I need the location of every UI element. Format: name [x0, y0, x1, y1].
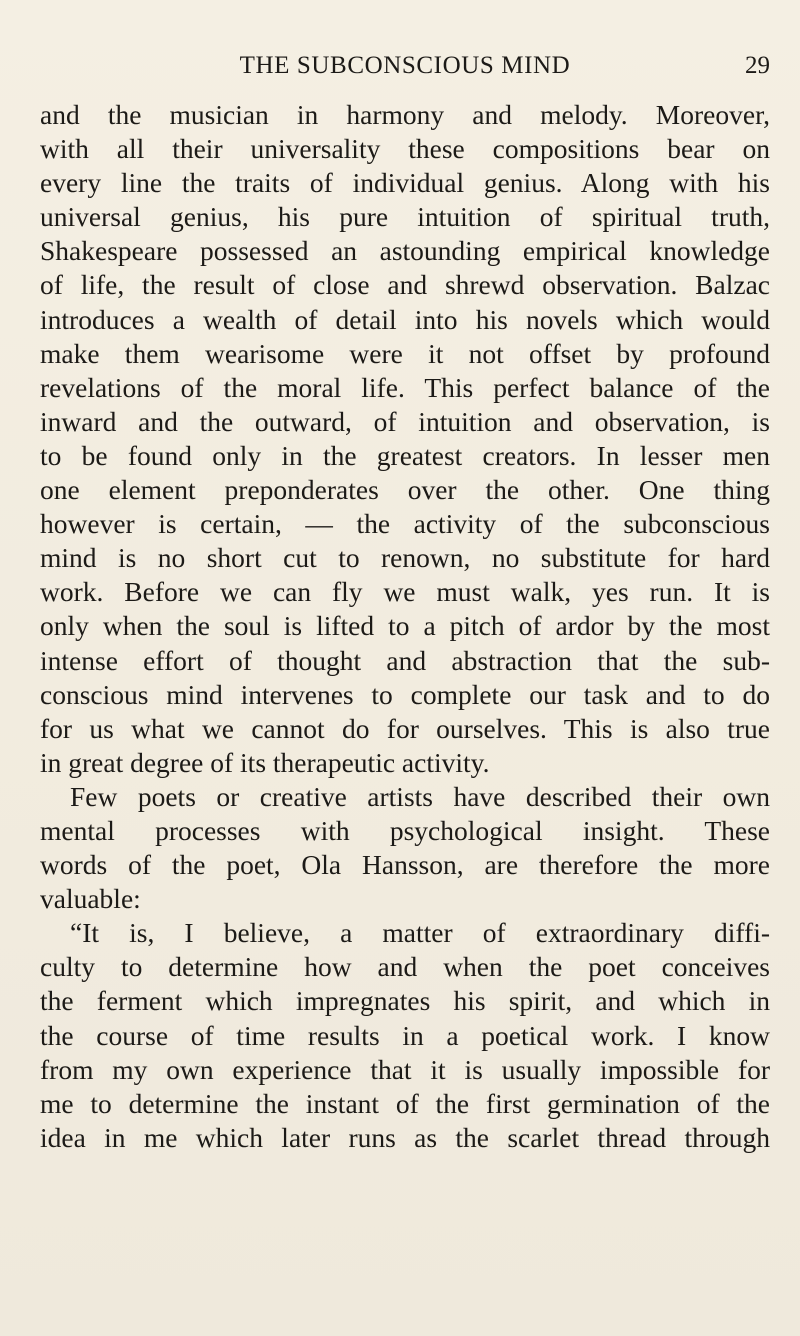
text-line: the ferment which impregnates his spirit, and which in — [40, 985, 770, 1017]
text-line: Shakespeare possessed an astounding empirical knowledge — [40, 235, 770, 267]
text-line: with all their universality these compositions bear on — [40, 133, 770, 165]
text-line: words of the poet, Ola Hansson, are therefore the more — [40, 849, 770, 881]
text-line: culty to determine how and when the poet conceives — [40, 951, 770, 983]
text-line: “It is, I believe, a matter of extraordinary diffi- — [70, 917, 770, 949]
text-line: the course of time results in a poetical work. I know — [40, 1019, 770, 1051]
text-line: universal genius, his pure intuition of spiritual truth, — [40, 201, 770, 233]
text-line: from my own experience that it is usually impossible for — [40, 1053, 770, 1085]
text-line: of life, the result of close and shrewd observation. Balzac — [40, 269, 770, 301]
text-line: make them wearisome were it not offset by profound — [40, 337, 770, 369]
text-line: and the musician in harmony and melody. Moreover, — [40, 99, 770, 130]
text-line: only when the soul is lifted to a pitch of ardor by the most — [40, 610, 770, 642]
text-line: valuable: — [40, 883, 141, 915]
text-line: for us what we cannot do for ourselves. This is also true — [40, 712, 770, 744]
text-line: one element preponderates over the other. One thing — [40, 474, 770, 506]
text-line: to be found only in the greatest creators. In lesser men — [40, 439, 770, 471]
text-line: me to determine the instant of the first germination of the — [40, 1087, 770, 1119]
text-line: mental processes with psychological insight. These — [40, 814, 770, 846]
text-line: mind is no short cut to renown, no substitute for hard — [40, 542, 770, 574]
text-line: idea in me which later runs as the scarlet thread through — [40, 1121, 770, 1153]
text-line: revelations of the moral life. This perfect balance of the — [40, 371, 770, 403]
text-line: introduces a wealth of detail into his novels which would — [40, 303, 770, 335]
text-line: intense effort of thought and abstraction that the sub- — [40, 644, 770, 676]
body-text — [40, 98, 770, 1155]
text-line: in great degree of its therapeutic activity. — [40, 746, 490, 778]
running-title: THE SUBCONSCIOUS MIND — [239, 52, 571, 79]
text-line: Few poets or creative artists have described their own — [70, 780, 770, 812]
text-line: however is certain, — the activity of the subconscious — [40, 508, 770, 540]
text-line: inward and the outward, of intuition and observation, is — [40, 405, 770, 437]
text-line: work. Before we can fly we must walk, yes run. It is — [40, 576, 770, 608]
page-number: 29 — [745, 52, 770, 79]
running-head — [40, 48, 770, 84]
text-line: every line the traits of individual genius. Along with his — [40, 167, 770, 199]
text-line: conscious mind intervenes to complete our task and to do — [40, 678, 770, 710]
